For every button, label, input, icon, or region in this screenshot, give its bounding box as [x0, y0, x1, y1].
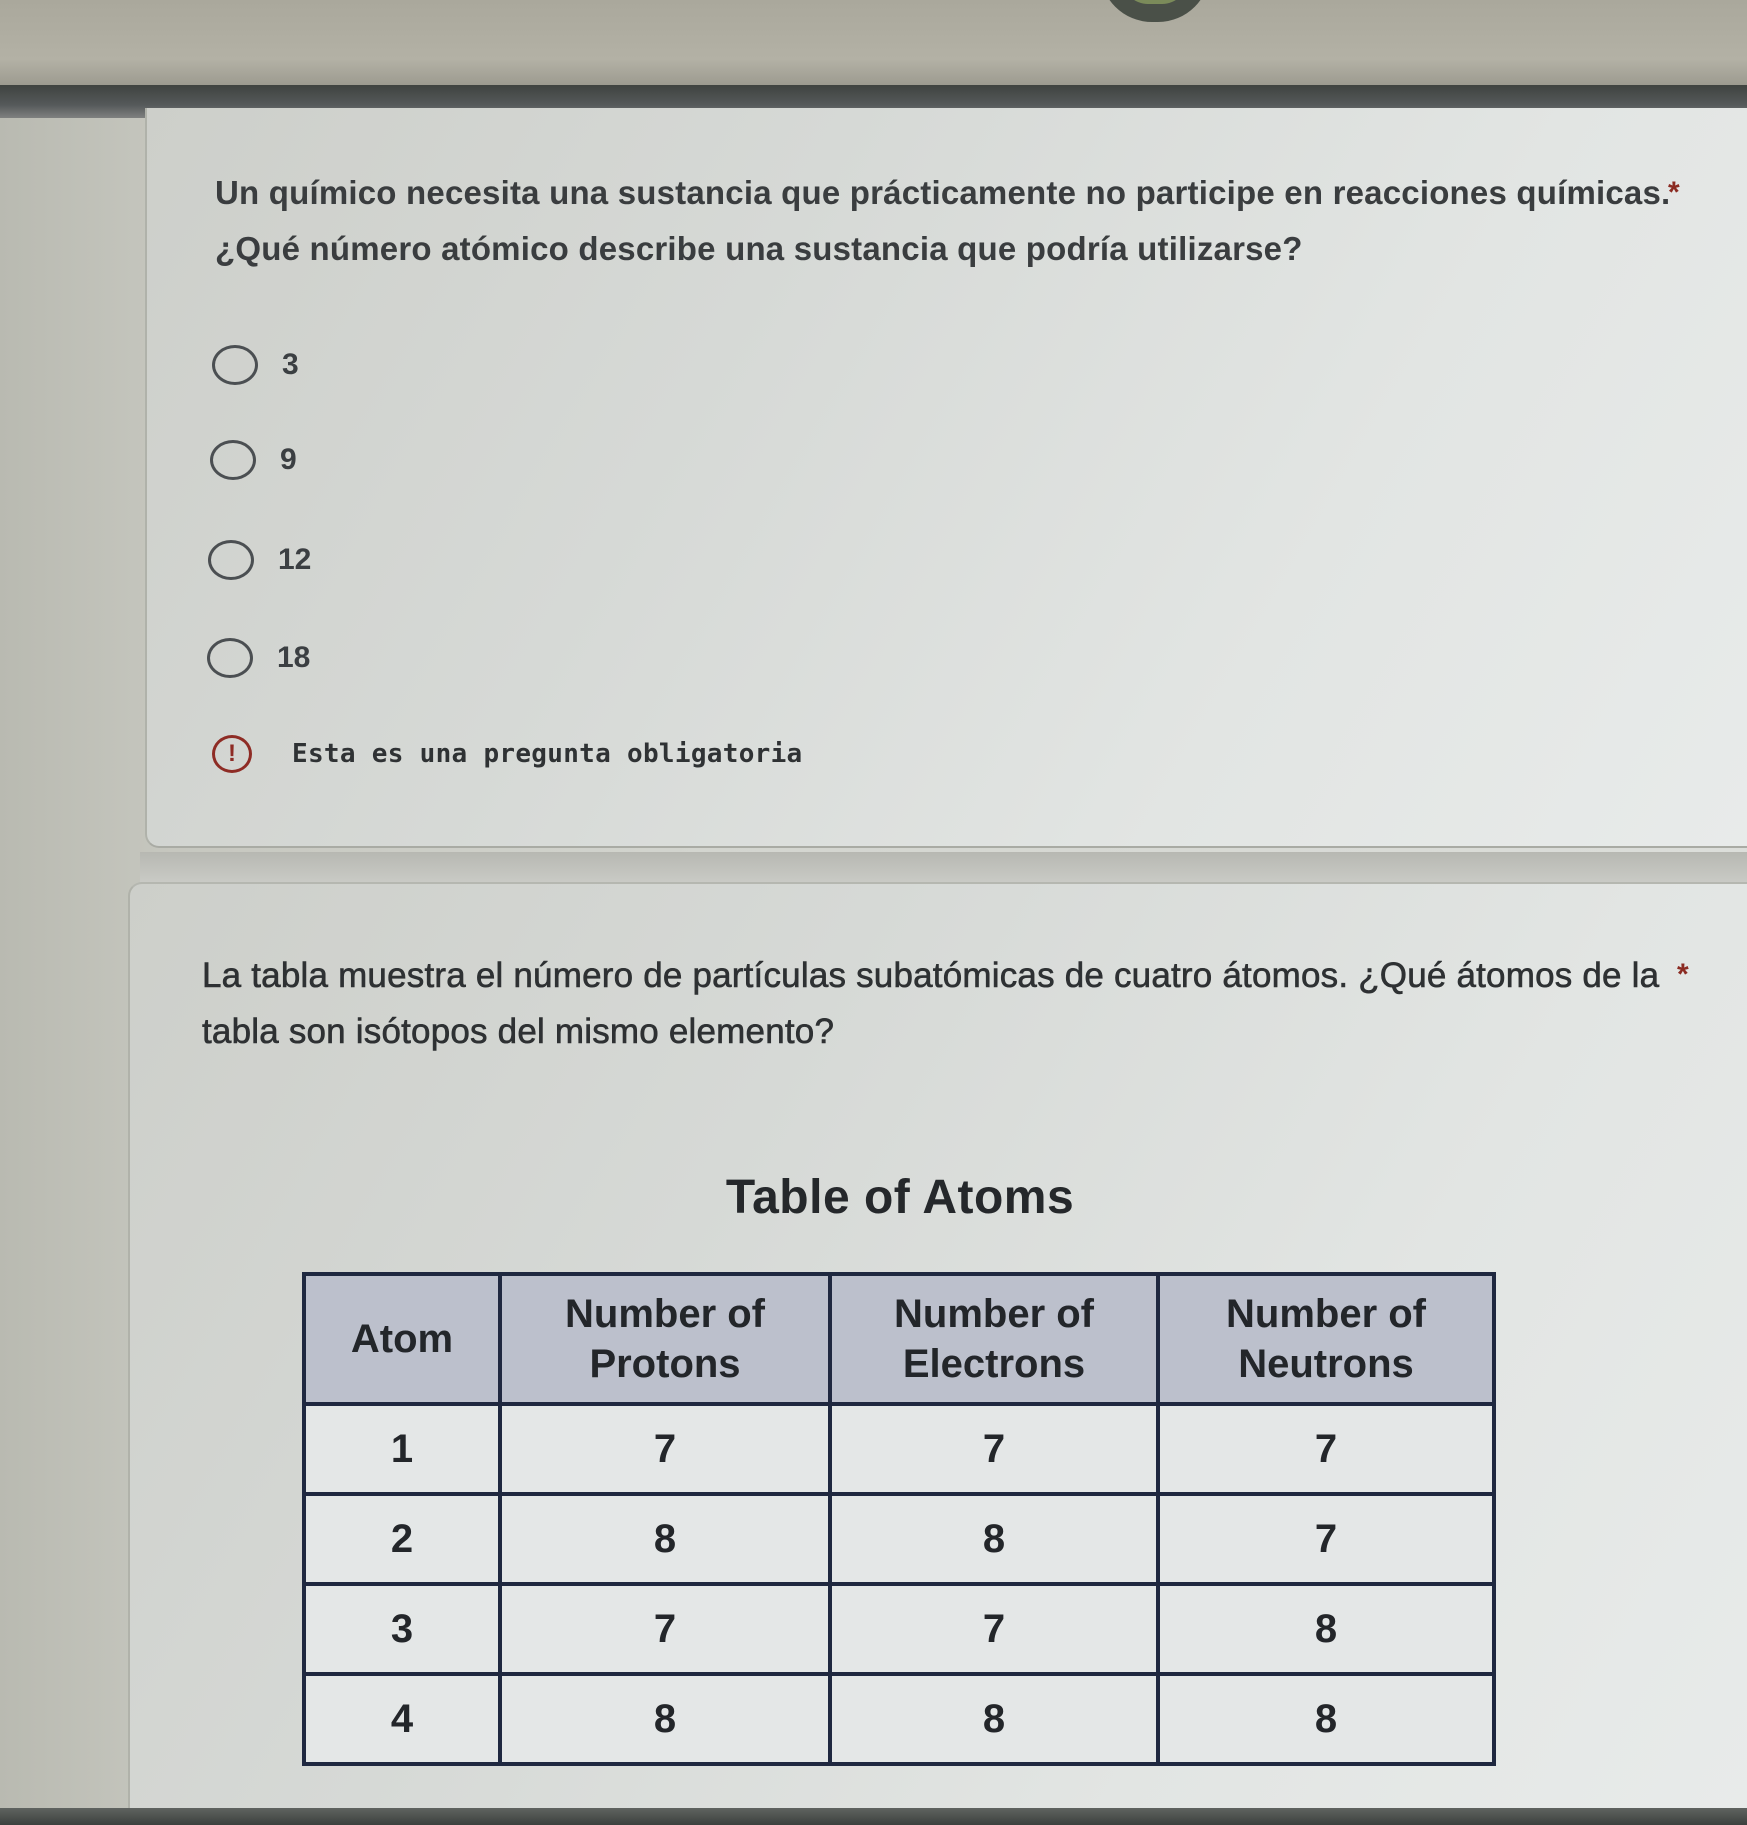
option-label: 9	[280, 443, 297, 476]
atoms-table	[302, 1272, 1496, 1766]
option-12[interactable]	[208, 530, 311, 590]
card-divider	[140, 852, 1747, 882]
header-electrons: Number of Electrons	[830, 1274, 1158, 1404]
cell-electrons: 7	[830, 1404, 1158, 1494]
cell-electrons: 8	[830, 1674, 1158, 1764]
option-3[interactable]	[212, 335, 299, 395]
cell-neutrons: 8	[1158, 1584, 1494, 1674]
required-asterisk: *	[1677, 958, 1689, 991]
question-1-text: Un químico necesita una sustancia que prácticamente no participe en reacciones químicas. ¿Qué número atómico describe una sustancia que podría utilizarse?	[215, 174, 1671, 267]
cell-protons: 8	[500, 1674, 830, 1764]
cell-electrons: 8	[830, 1494, 1158, 1584]
required-error	[212, 735, 803, 773]
required-asterisk: *	[1668, 176, 1680, 209]
cell-neutrons: 7	[1158, 1404, 1494, 1494]
option-label: 12	[278, 543, 312, 576]
table-row	[304, 1494, 1494, 1584]
radio-unselected-icon[interactable]	[207, 638, 253, 678]
question-2-text: La tabla muestra el número de partículas subatómicas de cuatro átomos. ¿Qué átomos de la tabla son isótopos del mismo elemento?	[202, 956, 1660, 1051]
option-9[interactable]	[210, 430, 297, 490]
table-row	[304, 1674, 1494, 1764]
cell-electrons: 7	[830, 1584, 1158, 1674]
header-protons: Number of Protons	[500, 1274, 830, 1404]
radio-unselected-icon[interactable]	[210, 440, 256, 480]
header-neutrons: Number of Neutrons	[1158, 1274, 1494, 1404]
cell-protons: 7	[500, 1404, 830, 1494]
cell-neutrons: 8	[1158, 1674, 1494, 1764]
header-atom: Atom	[304, 1274, 500, 1404]
error-message: Esta es una pregunta obligatoria	[292, 739, 803, 769]
cell-atom: 1	[304, 1404, 500, 1494]
table-header-row	[304, 1274, 1494, 1404]
option-label: 3	[282, 348, 299, 381]
table-row	[304, 1404, 1494, 1494]
cell-neutrons: 7	[1158, 1494, 1494, 1584]
cell-atom: 2	[304, 1494, 500, 1584]
table-row	[304, 1584, 1494, 1674]
webcam-icon	[1100, 0, 1210, 22]
radio-unselected-icon[interactable]	[212, 345, 258, 385]
option-label: 18	[277, 641, 311, 674]
monitor-bezel-top	[0, 0, 1747, 85]
radio-unselected-icon[interactable]	[208, 540, 254, 580]
exclamation-circle-icon: !	[212, 735, 252, 773]
cell-atom: 4	[304, 1674, 500, 1764]
cell-protons: 8	[500, 1494, 830, 1584]
screen-bottom-edge	[0, 1808, 1747, 1825]
cell-atom: 3	[304, 1584, 500, 1674]
option-18[interactable]	[207, 628, 310, 688]
cell-protons: 7	[500, 1584, 830, 1674]
table-title: Table of Atoms	[725, 1171, 1075, 1224]
